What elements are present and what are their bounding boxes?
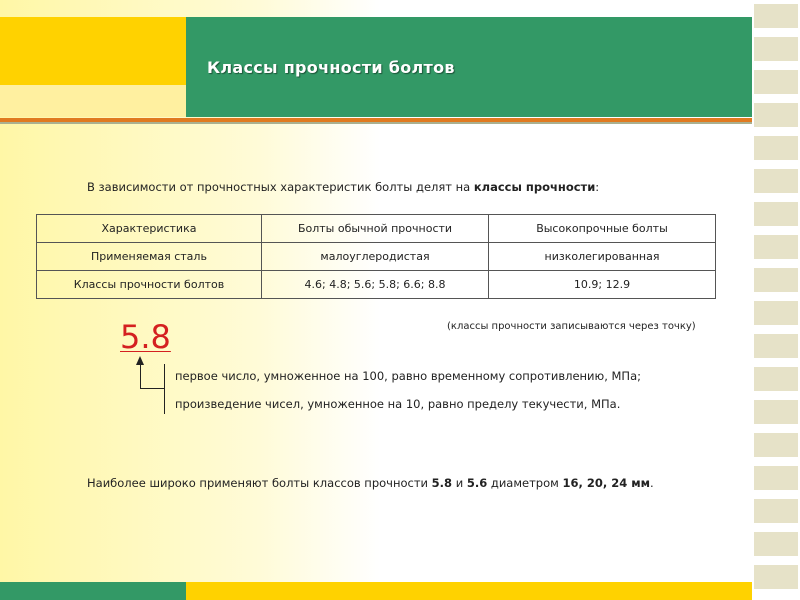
- table-cell: Применяемая сталь: [37, 243, 262, 271]
- decor-stripe: [754, 70, 798, 94]
- decor-stripe: [754, 235, 798, 259]
- decor-stripe: [754, 136, 798, 160]
- conclusion-part: и: [452, 476, 467, 490]
- explanation-bracket: [164, 364, 165, 414]
- decor-stripe: [754, 565, 798, 589]
- table-cell: Классы прочности болтов: [37, 271, 262, 299]
- table-cell: Характеристика: [37, 215, 262, 243]
- bolt-class-table: [36, 214, 716, 299]
- decor-stripe: [754, 4, 798, 28]
- footer-yellow-bar: [186, 582, 752, 600]
- explanation-product: произведение чисел, умноженное на 10, равно пределу текучести, МПа.: [175, 397, 621, 411]
- conclusion-part: Наиболее широко применяют болты классов прочности: [87, 476, 432, 490]
- table-cell: малоуглеродистая: [262, 243, 489, 271]
- decor-stripe: [754, 268, 798, 292]
- conclusion-part: диаметром: [487, 476, 563, 490]
- conclusion-text: [87, 474, 727, 493]
- table-cell: 10.9; 12.9: [489, 271, 716, 299]
- decor-stripe: [754, 37, 798, 61]
- conclusion-diameters: 16, 20, 24 мм: [562, 476, 651, 490]
- table-row: [37, 271, 716, 299]
- decor-stripe: [754, 400, 798, 424]
- table-cell: Болты обычной прочности: [262, 215, 489, 243]
- conclusion-class-2: 5.6: [466, 476, 488, 490]
- left-yellow-block: [0, 17, 186, 85]
- example-class-value: 5.8: [120, 318, 171, 356]
- example-note: (классы прочности записываются через точку): [447, 321, 696, 332]
- table-row: [37, 215, 716, 243]
- decor-stripe: [754, 334, 798, 358]
- left-pale-block: [0, 85, 186, 117]
- table-cell: 4.6; 4.8; 5.6; 5.8; 6.6; 8.8: [262, 271, 489, 299]
- decor-stripe: [754, 169, 798, 193]
- slide-title: Классы прочности болтов: [207, 58, 455, 77]
- decor-stripe: [754, 202, 798, 226]
- intro-text-bold: классы прочности: [473, 180, 596, 194]
- conclusion-class-1: 5.8: [431, 476, 453, 490]
- decor-stripe: [754, 466, 798, 490]
- decor-stripe: [754, 301, 798, 325]
- decor-stripe: [754, 532, 798, 556]
- footer-green-bar: [0, 582, 186, 600]
- arrow-stem: [140, 364, 141, 388]
- intro-text: [87, 180, 599, 194]
- intro-text-main: В зависимости от прочностных характеристик болты делят на: [87, 180, 474, 194]
- table-row: [37, 243, 716, 271]
- arrow-connector: [140, 388, 164, 389]
- conclusion-part: .: [650, 476, 654, 490]
- intro-text-tail: :: [595, 180, 600, 194]
- decor-stripe: [754, 499, 798, 523]
- header-rule-shadow: [0, 122, 800, 124]
- table-cell: низколегированная: [489, 243, 716, 271]
- explanation-first-number: первое число, умноженное на 100, равно временному сопротивлению, МПа;: [175, 369, 641, 383]
- table-cell: Высокопрочные болты: [489, 215, 716, 243]
- decor-stripe: [754, 103, 798, 127]
- decor-stripe: [754, 367, 798, 391]
- decor-stripe: [754, 433, 798, 457]
